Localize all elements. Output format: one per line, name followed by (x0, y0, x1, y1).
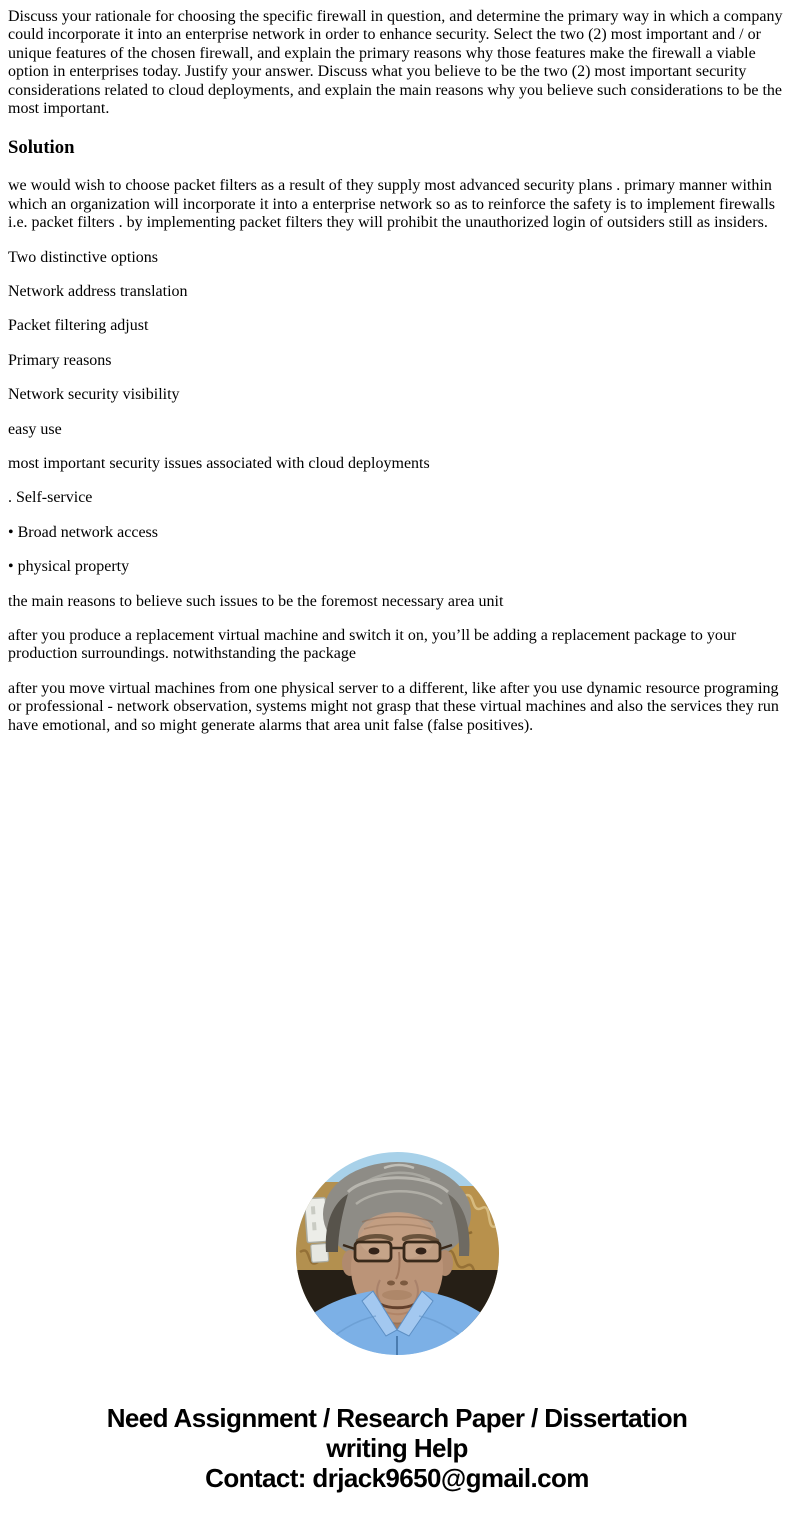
answer-line: Packet filtering adjust (8, 317, 149, 335)
bullet-line: . Self-service (8, 489, 93, 507)
answer-paragraph: we would wish to choose packet filters as a result of they supply most advanced security plans . primary manner within which an organization will incorporate it into a enterprise network so as to reinforce the safety is to implement firewalls i.e. packet filters . by implementing packet filters they will prohibit the unauthorized login of outsiders still as insiders. (8, 177, 776, 232)
answer-paragraph: after you produce a replacement virtual machine and switch it on, you’ll be adding a replacement package to your production surroundings. notwithstanding the package (8, 627, 737, 663)
answer-line: most important security issues associated with cloud deployments (8, 454, 430, 472)
footer-line-1: Need Assignment / Research Paper / Dissertation (106, 1403, 688, 1434)
solution-heading: Solution (8, 137, 75, 159)
bullet-line: • physical property (8, 558, 130, 576)
answer-line: the main reasons to believe such issues to be the foremost necessary area unit (8, 592, 504, 610)
question-paragraph: Discuss your rationale for choosing the specific firewall in question, and determine the primary way in which a company could incorporate it into an enterprise network in order to enhance security. Select the two (2) most important and / or unique features of the chosen firewall, and explain the primary reasons why those features make the firewall a viable option in enterprises today. Justify your answer. Discuss what you believe to be the two (2) most important security considerations related to cloud deployments, and explain the main reasons why you believe such considerations to be the most important. (8, 8, 783, 118)
footer-contact-block (8, 1403, 786, 1493)
bullet-line: • Broad network access (8, 523, 158, 541)
answer-line: easy use (8, 420, 62, 438)
tutor-photo-container (8, 1152, 786, 1355)
footer-line-contact-email: Contact: drjack9650@gmail.com (205, 1463, 589, 1494)
footer-line-2: writing Help (326, 1433, 468, 1464)
answer-line: Network security visibility (8, 386, 180, 404)
answer-line: Primary reasons (8, 351, 112, 369)
answer-paragraph: after you move virtual machines from one physical server to a different, like after you use dynamic resource programing or professional - network observation, systems might not grasp that these virtual machines and also the services they run have emotional, and so might generate alarms that area unit false (false positives). (8, 679, 779, 734)
tutor-photo (296, 1152, 499, 1355)
answer-line: Network address translation (8, 282, 188, 300)
answer-line: Two distinctive options (8, 248, 158, 266)
